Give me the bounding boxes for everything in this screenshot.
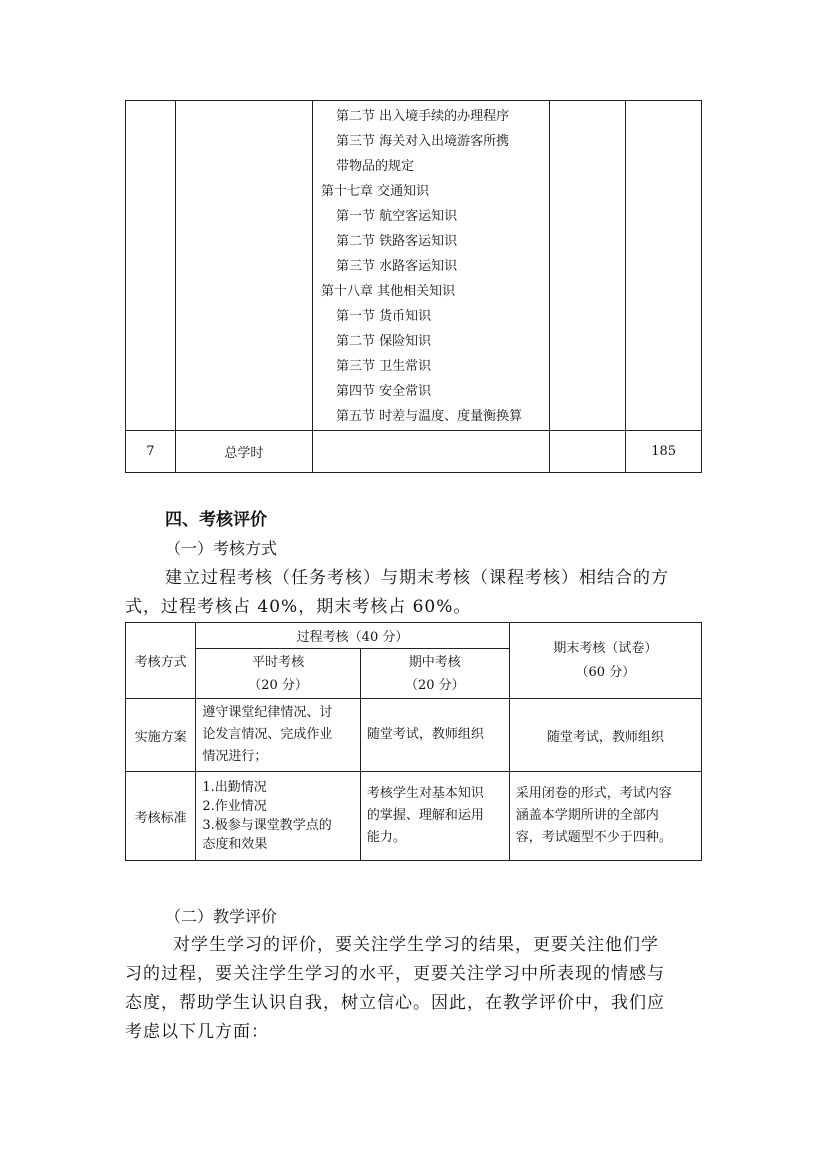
cell-line: 情况进行； <box>202 749 268 764</box>
table-row <box>126 772 702 861</box>
section-line: 第二节 出入境手续的办理程序 <box>335 109 510 124</box>
section-line: 第三节 水路客运知识 <box>335 259 458 274</box>
content-cell <box>312 101 549 431</box>
paragraph <box>125 564 705 622</box>
table-cell: 随堂考试，教师组织 <box>360 699 509 772</box>
paragraph-line: 对学生学习的评价，要关注学生学习的结果，更要关注他们学 <box>173 935 659 955</box>
table-row <box>126 623 702 649</box>
paragraph-line: 式，过程考核占 40%，期末考核占 60%。 <box>125 597 472 617</box>
cell-line: 论发言情况、完成作业 <box>202 727 333 742</box>
section-line: 第一节 货币知识 <box>335 309 432 324</box>
row-label: 考核标准 <box>126 772 196 861</box>
header-cell <box>509 623 701 699</box>
syllabus-table <box>125 100 702 473</box>
header-cell <box>360 649 509 699</box>
table-cell <box>509 772 701 861</box>
table-cell <box>626 101 702 431</box>
section-title: 四、考核评价 <box>165 510 267 530</box>
cell-line: 容，考试题型不少于四种。 <box>515 830 672 845</box>
paragraph-line: 态度，帮助学生认识自我，树立信心。因此，在教学评价中，我们应 <box>125 993 665 1013</box>
header-cell: 考核方式 <box>126 623 196 699</box>
section-line: 第二节 保险知识 <box>335 334 432 349</box>
cell-line: 的掌握、理解和运用 <box>366 808 484 823</box>
table-cell <box>312 431 549 473</box>
content-list <box>313 101 549 430</box>
section-line: 第四节 安全常识 <box>335 384 432 399</box>
midterm-label: 期中考核 <box>408 654 461 670</box>
table-cell <box>196 772 361 861</box>
total-row <box>126 431 702 473</box>
chapter-line: 第十七章 交通知识 <box>320 184 430 199</box>
subsection-title: （一）考核方式 <box>165 539 278 558</box>
paragraph-line: 考虑以下几方面： <box>125 1022 269 1042</box>
row-label: 实施方案 <box>126 699 196 772</box>
table-cell <box>549 101 626 431</box>
total-hours-value: 185 <box>626 431 702 473</box>
paragraph <box>125 931 705 1047</box>
row-number: 7 <box>126 431 176 473</box>
table-row <box>126 101 702 431</box>
header-cell <box>196 649 361 699</box>
assessment-table <box>125 622 702 861</box>
regular-label: 平时考核 <box>252 654 305 670</box>
cell-line: 能力。 <box>366 830 406 845</box>
total-hours-label: 总学时 <box>175 431 312 473</box>
cell-line: 遵守课堂纪律情况、讨 <box>202 705 333 720</box>
cell-line: 1.出勤情况 <box>202 780 267 795</box>
section-line: 第二节 铁路客运知识 <box>335 234 458 249</box>
final-label: 期末考核（试卷） <box>553 640 658 656</box>
table-cell <box>126 101 176 431</box>
table-cell: 随堂考试，教师组织 <box>509 699 701 772</box>
cell-line: 涵盖本学期所讲的全部内 <box>515 808 659 823</box>
table-cell <box>549 431 626 473</box>
table-cell <box>175 101 312 431</box>
section-line: 第五节 时差与温度、度量衡换算 <box>335 409 523 424</box>
paragraph-line: 建立过程考核（任务考核）与期末考核（课程考核）相结合的方 <box>165 568 669 588</box>
regular-score: （20 分） <box>248 677 308 693</box>
chapter-line: 第十八章 其他相关知识 <box>320 284 456 299</box>
paragraph-line: 习的过程，要关注学生学习的水平，更要关注学习中所表现的情感与 <box>125 964 665 984</box>
section-line: 第三节 海关对入出境游客所携 <box>335 134 510 149</box>
cell-line: 考核学生对基本知识 <box>366 786 484 801</box>
section-line: 带物品的规定 <box>335 159 414 174</box>
table-cell <box>196 699 361 772</box>
section-line: 第三节 卫生常识 <box>335 359 432 374</box>
subsection-title: （二）教学评价 <box>165 907 278 926</box>
table-cell <box>360 772 509 861</box>
midterm-score: （20 分） <box>404 677 465 693</box>
cell-line: 2.作业情况 <box>202 799 267 814</box>
cell-line: 态度和效果 <box>202 837 268 852</box>
cell-line: 3.极参与课堂教学点的 <box>202 818 332 833</box>
section-line: 第一节 航空客运知识 <box>335 209 458 224</box>
header-cell: 过程考核（40 分） <box>196 623 509 649</box>
cell-line: 采用闭卷的形式，考试内容 <box>515 786 672 801</box>
final-score: （60 分） <box>575 664 636 680</box>
table-row <box>126 699 702 772</box>
